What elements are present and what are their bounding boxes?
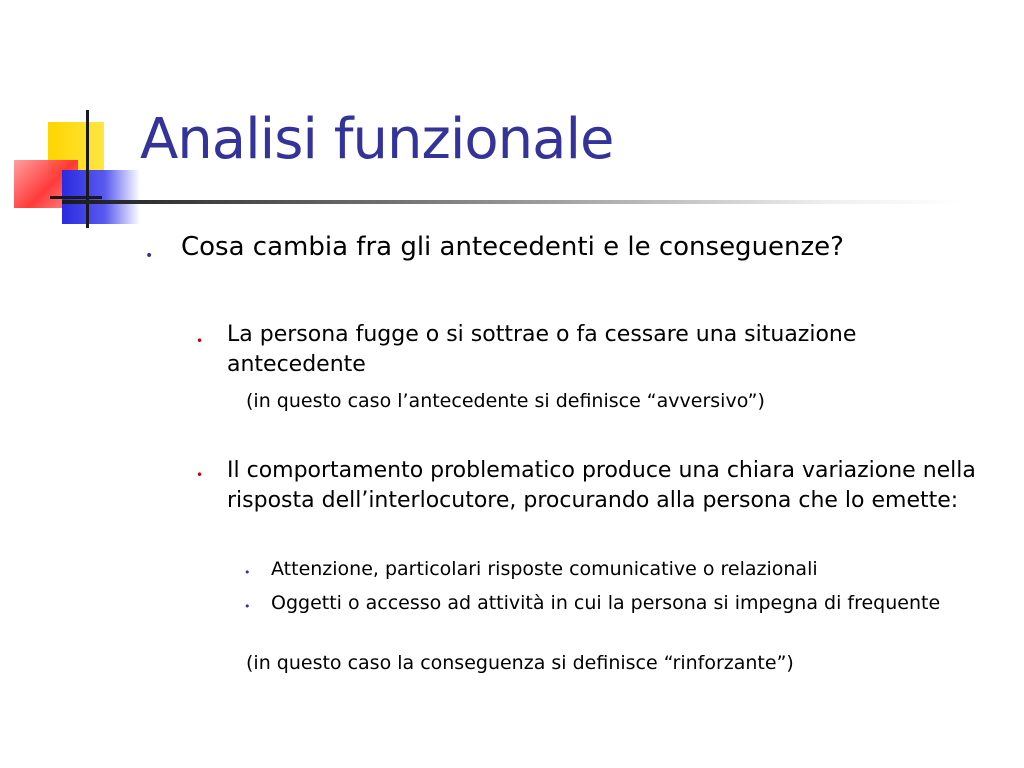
logo-vertical-line	[86, 110, 89, 228]
slide-title: Analisi funzionale	[140, 107, 614, 172]
bullet-level1: Cosa cambia fra gli antecedenti e le conseguenze?	[181, 232, 844, 262]
bullet-icon: •	[196, 468, 204, 482]
bullet-level2: La persona fugge o si sottrae o fa cessare una situazione antecedente	[227, 322, 857, 377]
bullet-level3: Oggetti o accesso ad attività in cui la persona si impegna di frequente	[271, 592, 941, 614]
bullet-level2: Il comportamento problematico produce una chiara variazione nella risposta dell’interlocutore, procurando alla persona che lo emette:	[227, 458, 976, 513]
bullet-icon: •	[145, 248, 154, 264]
note-avversivo: (in questo caso l’antecedente si definisce “avversivo”)	[246, 390, 765, 412]
bullet-icon: •	[196, 334, 204, 348]
logo-horizontal-line	[50, 196, 102, 199]
bullet-icon: •	[244, 566, 251, 579]
note-rinforzante: (in questo caso la conseguenza si definisce “rinforzante”)	[246, 652, 794, 674]
title-underline	[62, 200, 962, 204]
bullet-icon: •	[244, 600, 251, 613]
bullet-level3: Attenzione, particolari risposte comunicative o relazionali	[271, 558, 818, 580]
slide-logo-decoration	[0, 0, 140, 240]
